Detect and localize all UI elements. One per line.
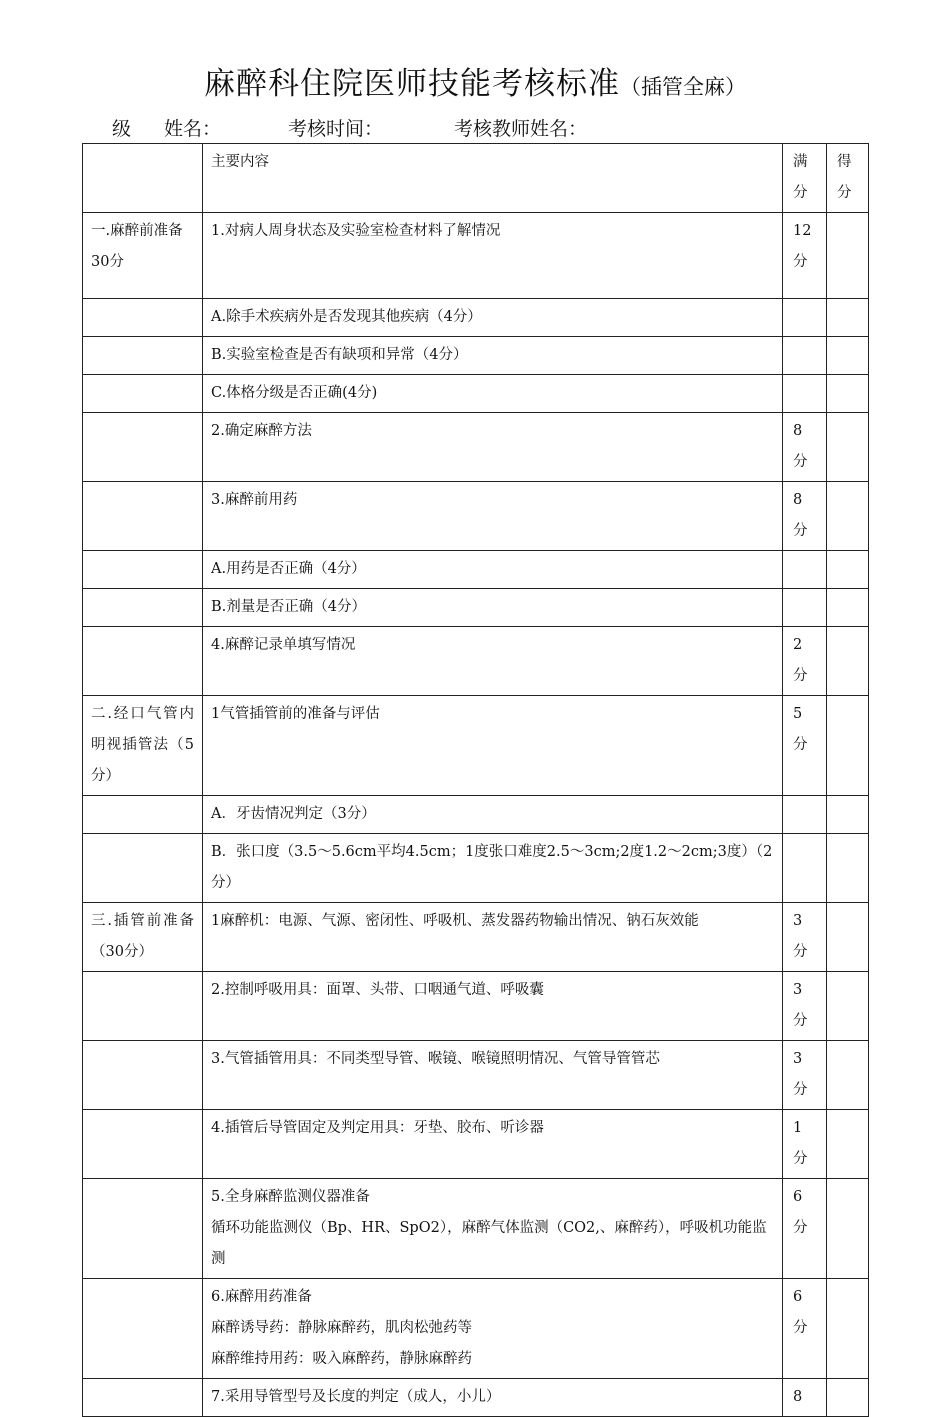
page-title <box>0 58 950 103</box>
score-cell[interactable] <box>827 627 869 696</box>
table-row <box>83 1379 869 1417</box>
full-score-cell: 8 分 <box>783 413 827 482</box>
content-cell: 6.麻醉用药准备 麻醉诱导药：静脉麻醉药，肌肉松弛药等 麻醉维持用药：吸入麻醉药，静脉麻醉药 <box>203 1279 783 1379</box>
content-cell: 3.麻醉前用药 <box>203 482 783 551</box>
full-score-cell <box>783 375 827 413</box>
section-cell <box>83 375 203 413</box>
header-content-cell: 主要内容 <box>203 144 783 213</box>
table-row <box>83 482 869 551</box>
score-cell[interactable] <box>827 903 869 972</box>
full-score-cell <box>783 589 827 627</box>
score-cell[interactable] <box>827 972 869 1041</box>
full-score-cell <box>783 299 827 337</box>
content-cell: C.体格分级是否正确(4分) <box>203 375 783 413</box>
exam-info-line <box>112 114 587 141</box>
section-cell <box>83 627 203 696</box>
section-cell <box>83 834 203 903</box>
score-cell[interactable] <box>827 213 869 299</box>
full-score-cell: 3 分 <box>783 1041 827 1110</box>
full-score-cell: 1 分 <box>783 1110 827 1179</box>
content-cell: 1气管插管前的准备与评估 <box>203 696 783 796</box>
header-score-cell: 得 分 <box>827 144 869 213</box>
table-row <box>83 1179 869 1279</box>
score-cell[interactable] <box>827 1041 869 1110</box>
content-cell: 2.确定麻醉方法 <box>203 413 783 482</box>
full-score-cell: 5 分 <box>783 696 827 796</box>
content-cell: A.除手术疾病外是否发现其他疾病（4分） <box>203 299 783 337</box>
section-cell <box>83 482 203 551</box>
score-cell[interactable] <box>827 482 869 551</box>
score-cell[interactable] <box>827 696 869 796</box>
class-label: 级 <box>112 118 132 140</box>
name-label: 姓名： <box>164 118 222 140</box>
content-cell: 3.气管插管用具：不同类型导管、喉镜、喉镜照明情况、气管导管管芯 <box>203 1041 783 1110</box>
table-row <box>83 972 869 1041</box>
table-row <box>83 413 869 482</box>
header-full-score-cell: 满 分 <box>783 144 827 213</box>
header-section-cell <box>83 144 203 213</box>
section-cell <box>83 413 203 482</box>
table-row <box>83 337 869 375</box>
section-cell <box>83 1379 203 1417</box>
table-row <box>83 1041 869 1110</box>
table-row <box>83 627 869 696</box>
section-cell <box>83 1179 203 1279</box>
full-score-cell: 3 分 <box>783 972 827 1041</box>
section-cell <box>83 1279 203 1379</box>
table-row <box>83 834 869 903</box>
full-score-cell: 6 分 <box>783 1179 827 1279</box>
full-score-cell <box>783 834 827 903</box>
table-header-row <box>83 144 869 213</box>
score-cell[interactable] <box>827 1110 869 1179</box>
section-cell <box>83 1110 203 1179</box>
teacher-name-label: 考核教师姓名： <box>454 118 588 140</box>
section-cell: 三.插管前准备（30分） <box>83 903 203 972</box>
section-cell <box>83 337 203 375</box>
full-score-cell: 8 <box>783 1379 827 1417</box>
full-score-cell <box>783 796 827 834</box>
content-cell: B.剂量是否正确（4分） <box>203 589 783 627</box>
section-cell <box>83 551 203 589</box>
table-row <box>83 1279 869 1379</box>
table-row <box>83 796 869 834</box>
table-row <box>83 213 869 299</box>
score-cell[interactable] <box>827 834 869 903</box>
table-row <box>83 375 869 413</box>
title-subtitle: （插管全麻） <box>620 75 746 99</box>
section-cell <box>83 299 203 337</box>
score-cell[interactable] <box>827 413 869 482</box>
score-cell[interactable] <box>827 299 869 337</box>
full-score-cell: 2 分 <box>783 627 827 696</box>
content-cell: A．牙齿情况判定（3分） <box>203 796 783 834</box>
table-row <box>83 589 869 627</box>
table-row <box>83 299 869 337</box>
content-cell: 4.麻醉记录单填写情况 <box>203 627 783 696</box>
section-cell <box>83 1041 203 1110</box>
score-cell[interactable] <box>827 551 869 589</box>
full-score-cell <box>783 551 827 589</box>
score-cell[interactable] <box>827 337 869 375</box>
full-score-cell: 8 分 <box>783 482 827 551</box>
score-cell[interactable] <box>827 1179 869 1279</box>
score-cell[interactable] <box>827 375 869 413</box>
section-cell: 一.麻醉前准备 30分 <box>83 213 203 299</box>
full-score-cell: 12 分 <box>783 213 827 299</box>
table-row <box>83 696 869 796</box>
content-cell: 5.全身麻醉监测仪器准备 循环功能监测仪（Bp、HR、SpO2），麻醉气体监测（CO2,、麻醉药），呼吸机功能监测 <box>203 1179 783 1279</box>
score-cell[interactable] <box>827 796 869 834</box>
content-cell: 4.插管后导管固定及判定用具：牙垫、胶布、听诊器 <box>203 1110 783 1179</box>
content-cell: 7.采用导管型号及长度的判定（成人，小儿） <box>203 1379 783 1417</box>
table-row <box>83 1110 869 1179</box>
content-cell: B.实验室检查是否有缺项和异常（4分） <box>203 337 783 375</box>
score-cell[interactable] <box>827 1279 869 1379</box>
exam-time-label: 考核时间： <box>288 118 384 140</box>
section-cell <box>83 796 203 834</box>
title-main: 麻醉科住院医师技能考核标准 <box>204 66 620 102</box>
score-cell[interactable] <box>827 1379 869 1417</box>
content-cell: B．张口度（3.5～5.6cm平均4.5cm；1度张口难度2.5～3cm;2度1.2～2cm;3度）（2分） <box>203 834 783 903</box>
full-score-cell: 3 分 <box>783 903 827 972</box>
table-row <box>83 551 869 589</box>
score-cell[interactable] <box>827 589 869 627</box>
assessment-table <box>82 143 869 1417</box>
content-cell: A.用药是否正确（4分） <box>203 551 783 589</box>
section-cell <box>83 589 203 627</box>
full-score-cell <box>783 337 827 375</box>
content-cell: 1麻醉机：电源、气源、密闭性、呼吸机、蒸发器药物输出情况、钠石灰效能 <box>203 903 783 972</box>
full-score-cell: 6 分 <box>783 1279 827 1379</box>
section-cell <box>83 972 203 1041</box>
table-row <box>83 903 869 972</box>
content-cell: 2.控制呼吸用具：面罩、头带、口咽通气道、呼吸囊 <box>203 972 783 1041</box>
section-cell: 二.经口气管内明视插管法（5分） <box>83 696 203 796</box>
content-cell: 1.对病人周身状态及实验室检查材料了解情况 <box>203 213 783 299</box>
